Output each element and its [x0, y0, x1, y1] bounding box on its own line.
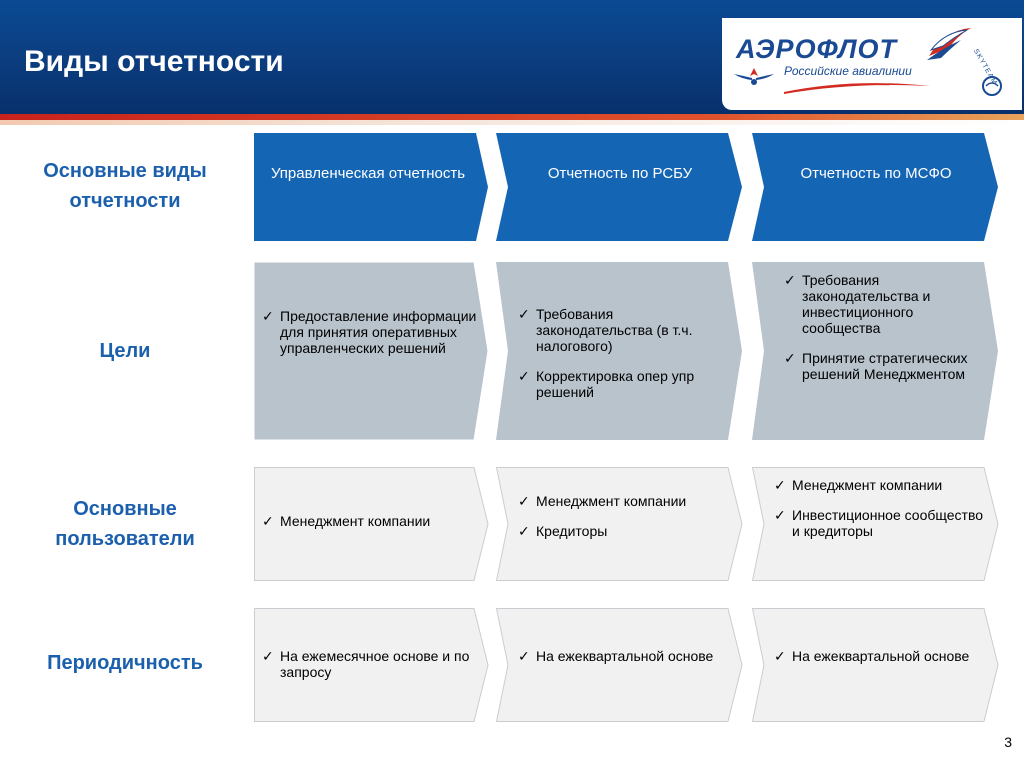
- check-icon: ✓: [518, 368, 530, 384]
- row-label-goals: Цели: [99, 340, 151, 362]
- goals-cell-management: [254, 262, 498, 440]
- period-cell-management: [254, 608, 498, 722]
- goals-list: [258, 308, 478, 356]
- check-icon: ✓: [262, 648, 274, 664]
- period-list: [770, 648, 986, 664]
- check-icon: ✓: [784, 350, 796, 366]
- list-item: ✓ Корректировка опер упр решений: [518, 368, 695, 400]
- logo-alliance: SKYTEAM: [971, 48, 999, 87]
- list-item: ✓ Менеджмент компании: [518, 493, 687, 509]
- list-item: ✓ Предоставление информации для принятия оперативных управленческих решений: [262, 308, 477, 356]
- users-list: [514, 493, 728, 539]
- check-icon: ✓: [518, 523, 530, 539]
- logo-name: АЭРОФЛОТ: [736, 34, 898, 64]
- list-item: ✓ Менеджмент компании: [774, 477, 943, 493]
- check-icon: ✓: [518, 493, 530, 509]
- check-icon: ✓: [774, 648, 786, 664]
- company-logo: [722, 18, 1022, 110]
- check-icon: ✓: [784, 272, 796, 288]
- check-icon: ✓: [262, 513, 274, 529]
- list-item: ✓ Кредиторы: [518, 523, 608, 539]
- row-label-types: Основные виды отчетности: [43, 160, 207, 212]
- users-list: [770, 477, 986, 539]
- list-item: ✓ Принятие стратегических решений Менеджментом: [784, 350, 968, 382]
- period-cell-ifrs: [752, 608, 996, 722]
- users-cell-rsbu: [496, 467, 740, 581]
- logo-swoosh: [782, 80, 932, 96]
- period-cell-rsbu: [496, 608, 740, 722]
- check-icon: ✓: [774, 507, 786, 523]
- list-item: ✓ Инвестиционное сообщество и кредиторы: [774, 507, 984, 539]
- list-item: ✓ На ежеквартальной основе: [518, 648, 714, 664]
- logo-subtitle: Российские авиалинии: [784, 64, 912, 78]
- list-item: ✓ На ежеквартальной основе: [774, 648, 970, 664]
- page-number: 3: [1004, 734, 1012, 750]
- list-item: ✓ Требования законодательства (в т.ч. налогового): [518, 306, 693, 354]
- check-icon: ✓: [774, 477, 786, 493]
- column-header-management: [254, 133, 498, 241]
- goals-cell-ifrs: [752, 262, 996, 440]
- users-list: [258, 513, 478, 529]
- list-item: ✓ Требования законодательства и инвестиционного сообщества: [784, 272, 931, 336]
- slide-title: Виды отчетности: [24, 45, 284, 78]
- column-header-label: Отчетность по РСБУ: [547, 165, 693, 182]
- check-icon: ✓: [262, 308, 274, 324]
- goals-list: [514, 306, 728, 400]
- period-list: [514, 648, 728, 664]
- wings-icon: [732, 62, 776, 94]
- column-header-ifrs: [752, 133, 996, 241]
- goals-list: [780, 272, 986, 382]
- check-icon: ✓: [518, 648, 530, 664]
- flag-icon: [927, 26, 973, 62]
- row-label-users: Основные пользователи: [55, 498, 195, 550]
- period-list: [258, 648, 478, 680]
- row-label-period: Периодичность: [47, 652, 203, 674]
- column-header-rsbu: [496, 133, 740, 241]
- header-stripe-shade: [0, 120, 1024, 125]
- goals-cell-rsbu: [496, 262, 740, 440]
- users-cell-management: [254, 467, 498, 581]
- list-item: ✓ На ежемесячное основе и по запросу: [262, 648, 470, 680]
- column-header-label: Управленческая отчетность: [270, 165, 466, 182]
- users-cell-ifrs: [752, 467, 996, 581]
- check-icon: ✓: [518, 306, 530, 322]
- column-header-label: Отчетность по МСФО: [800, 165, 952, 182]
- list-item: ✓ Менеджмент компании: [262, 513, 431, 529]
